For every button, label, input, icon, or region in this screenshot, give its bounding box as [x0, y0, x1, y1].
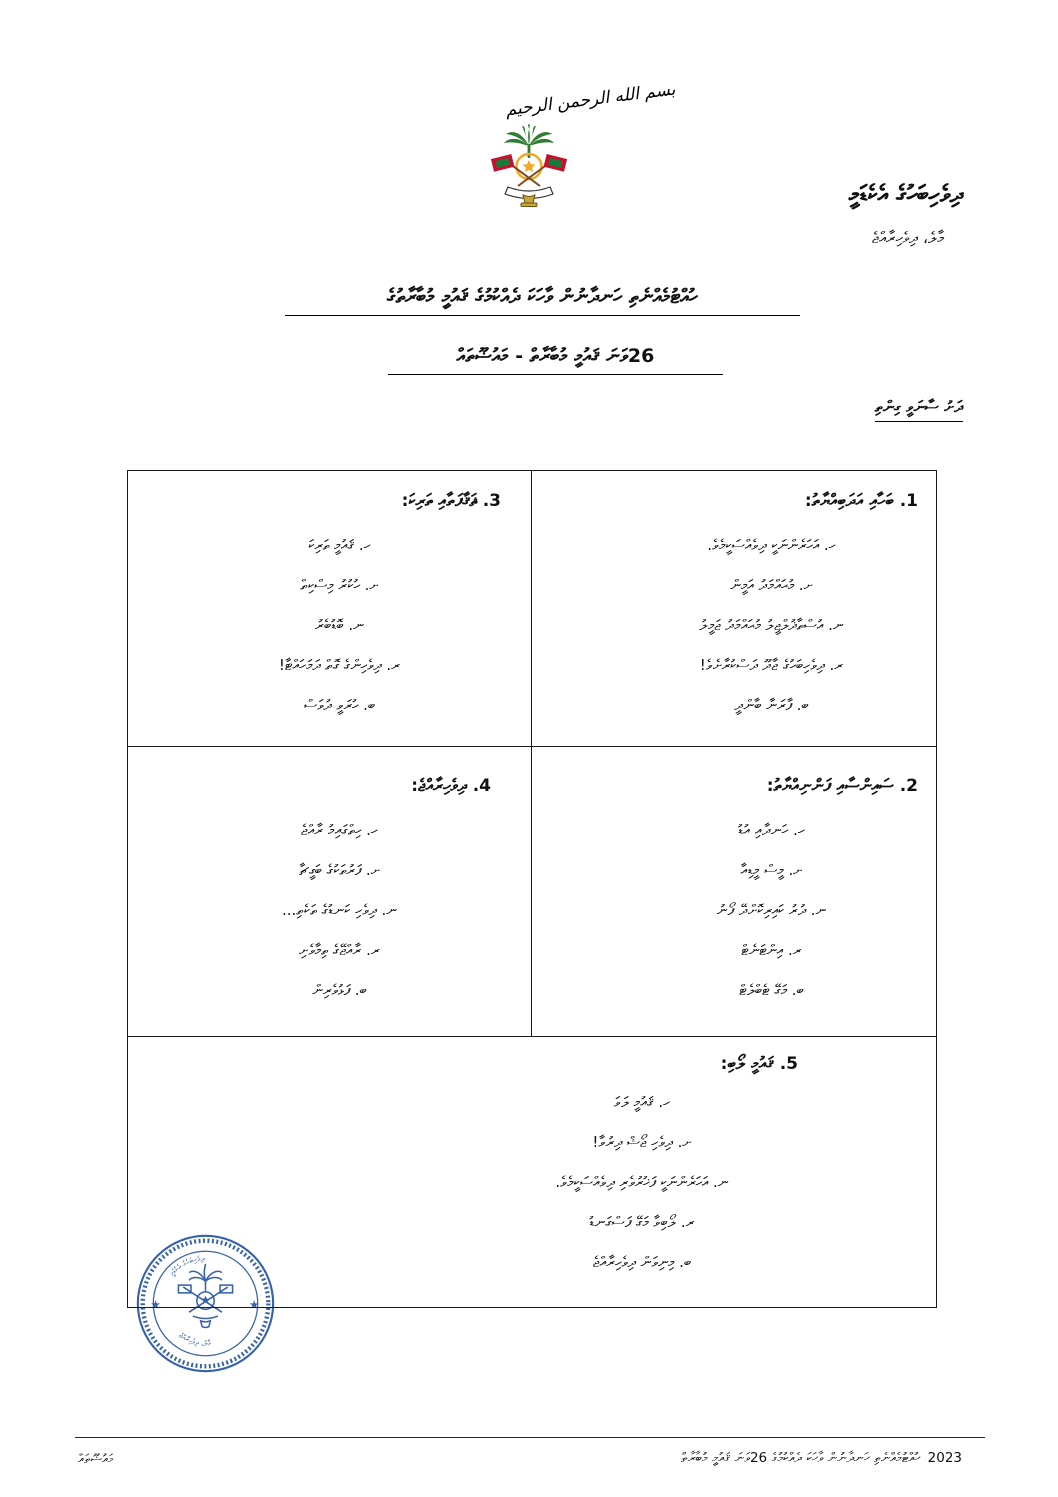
list-item [148, 890, 531, 930]
list-item [148, 970, 531, 1010]
item-text: ފާރަނާ ބާންދީ [734, 696, 792, 714]
list-item [148, 930, 531, 970]
section-3-items [128, 525, 531, 725]
right-flag-icon [544, 154, 568, 172]
item-marker: ރ. [366, 941, 380, 959]
list-item [607, 890, 936, 930]
item-marker: ނ. [828, 616, 844, 634]
document-title-line2: 26ވަނަ ޤައުމީ މުބާރާތް - މައުޟޫތައް [388, 345, 723, 375]
item-marker: ރ. [680, 1213, 695, 1231]
item-text: ލޯބިވާ މަގޭ ފަސްގަނޑު [589, 1213, 677, 1231]
list-item [348, 1162, 936, 1202]
list-item [607, 970, 936, 1010]
item-marker: ނ. [348, 616, 364, 634]
item-text: ޤައުމީ ލަވަ [613, 1093, 654, 1111]
section-3-number: 3. [482, 491, 501, 511]
vase-icon [521, 195, 537, 207]
list-item [348, 1202, 936, 1242]
item-marker: ބ. [796, 696, 809, 714]
list-item [607, 525, 936, 565]
maldives-emblem-svg [486, 124, 572, 210]
list-item [148, 850, 531, 890]
list-item [148, 810, 531, 850]
item-marker: ހ. [793, 821, 805, 839]
section-3-title: ޘަޤާފަތާއި ތަރިކަ: [401, 491, 477, 511]
section-1-cell [531, 471, 936, 746]
item-marker: ށ. [798, 576, 813, 594]
left-flag-icon [491, 154, 515, 172]
item-marker: ރ. [829, 656, 844, 674]
list-item [348, 1082, 936, 1122]
item-text: ދިވެހި ކަނޑުގެ ތަކެތި... [281, 901, 377, 919]
section-4-cell [128, 746, 531, 1036]
list-item [148, 565, 531, 605]
item-marker: ހ. [823, 536, 836, 554]
topics-table [127, 470, 937, 1308]
seal-bottom-text: މާލެ، ދިވެހިރާއްޖެ [177, 1330, 212, 1349]
section-1-title: ބަހާއި އަދަބިއްޔާތު: [804, 491, 894, 511]
list-item [148, 525, 531, 565]
section-1-items [531, 525, 936, 725]
footer-title-text: ހުއްޓުމެއްނެތި ހަނދާނުން ވާހަކަ ދެއްކުމުގެ 26ވަނަ ޤައުމީ މުބާރާތް [681, 1450, 921, 1466]
section-1-number: 1. [899, 491, 918, 511]
section-2-cell [531, 746, 936, 1036]
section-1-header [531, 471, 936, 511]
list-item [607, 605, 936, 645]
item-marker: ހ. [366, 821, 378, 839]
list-item [348, 1242, 936, 1282]
item-text: ޤައުމީ ތަރިކަ [308, 536, 355, 554]
item-marker: ބ. [363, 696, 376, 714]
item-marker: ނ. [381, 901, 398, 919]
section-4-title: ދިވެހިރާއްޖެ: [411, 776, 467, 796]
item-marker: ށ. [788, 861, 803, 879]
item-text: މުޙައްމަދު އަމީން [730, 576, 795, 594]
item-text: ބޮޑުބެރު [315, 616, 344, 634]
item-marker: ށ. [364, 576, 379, 594]
item-text: ހަނދާއި އުޑު [738, 821, 789, 839]
item-text: މީސް މީޑިއާ [740, 861, 784, 879]
list-item [148, 645, 531, 685]
item-text: ދިވެހި ޖޯޝް ދިރުވާ! [592, 1133, 673, 1151]
item-text: ދިވެހިބަހުގެ ޖާދޫ ދަސްކުރާށެވެ! [699, 656, 825, 674]
item-text: ފަރުތަކުގެ ބަގީޗާ [299, 861, 362, 879]
section-2-items [531, 810, 936, 1010]
item-marker: ބ. [679, 1253, 692, 1271]
seal-top-text: ދިވެހިބަހުގެ އެކެޑަމީ [167, 1253, 205, 1278]
list-item [607, 685, 936, 725]
list-item [607, 810, 936, 850]
section-2-header [531, 746, 936, 796]
svg-text:★: ★ [150, 1297, 161, 1312]
item-marker: ބ. [791, 981, 804, 999]
item-text: އުސްތާޛުލްޖީލު މުޙައްމަދު ޖަމީލު [699, 616, 824, 634]
item-text: ހުރަވީ ދުވަސް [303, 696, 359, 714]
footer-year: 2023 [927, 1450, 962, 1466]
section-4-items [128, 810, 531, 1010]
section-4-header [128, 746, 531, 796]
item-text: ހިތްގައިމު ރާއްޖެ [301, 821, 362, 839]
footer-left-label: މައުޟޫތައް [78, 1452, 114, 1467]
item-text: އަހަރެންނަކީ ފަޚުރުވެރި ދިވެއްސަކީމެވެ. [555, 1173, 709, 1191]
list-item [607, 565, 936, 605]
section-5-header [128, 1036, 936, 1074]
section-3-cell [128, 471, 531, 746]
list-item [148, 685, 531, 725]
item-marker: ނ. [713, 1173, 729, 1191]
item-text: ރާއްޖޭގެ ތިމާވެށި [299, 941, 362, 959]
list-item [348, 1122, 936, 1162]
list-item [148, 605, 531, 645]
item-text: ފަޅުވެރިން [312, 981, 350, 999]
section-2-title: ސައިންސާއި ފަންނިއްޔާތު: [766, 776, 894, 796]
item-marker: ށ. [677, 1133, 692, 1151]
item-text: މަގޭ ޓެބްލެޓް [739, 981, 787, 999]
letterhead-location: މާލެ، ދިވެހިރާއްޖެ [871, 228, 944, 247]
item-marker: ށ. [365, 861, 380, 879]
section-5-items [128, 1082, 936, 1282]
item-text: އިންޓަނެޓް [741, 941, 784, 959]
section-5-title: ޤައުމީ ލޯބި: [720, 1054, 774, 1074]
section-3-header [128, 471, 531, 511]
item-text: ހުކުރު މިސްކިތް [300, 576, 360, 594]
item-text: ދުރު ކައިރިކޮށްދޭ ފޯނު [716, 901, 806, 919]
item-text: އަހަރެންނަކީ ދިވެއްސަކީމެވެ. [707, 536, 820, 554]
bismillah-calligraphy: بسم الله الرحمن الرحيم [504, 79, 677, 121]
section-5-number: 5. [779, 1054, 798, 1074]
svg-text:★: ★ [249, 1297, 260, 1312]
document-title-line1: ހުއްޓުމެއްނެތި ހަނދާނުން ވާހަކަ ދެއްކުމުގެ ޤައުމީ މުބާރާތުގެ [285, 284, 800, 316]
letterhead-org-name: ދިވެހިބަހުގެ އެކެޑަމީ [848, 180, 963, 208]
footer-divider [75, 1437, 985, 1438]
item-marker: ރ. [386, 656, 401, 674]
item-marker: ރ. [788, 941, 802, 959]
footer-right-line [681, 1450, 962, 1466]
item-marker: ހ. [658, 1093, 671, 1111]
item-text: މިނިވަން ދިވެހިރާއްޖެ [592, 1253, 675, 1271]
section-5-cell [128, 1036, 936, 1307]
section-2-number: 2. [899, 776, 918, 796]
list-item [607, 930, 936, 970]
item-marker: ހ. [358, 536, 371, 554]
list-item [607, 850, 936, 890]
list-item [607, 645, 936, 685]
item-text: ދިވެހިންގެ ގޮތް ދަމަހައްޓާ! [278, 656, 382, 674]
maldives-emblem-icon [486, 124, 572, 210]
item-marker: ނ. [810, 901, 827, 919]
item-marker: ބ. [354, 981, 367, 999]
category-label: ދަށު ސާނަވީ ގިންތި [875, 397, 963, 422]
section-4-number: 4. [472, 776, 491, 796]
